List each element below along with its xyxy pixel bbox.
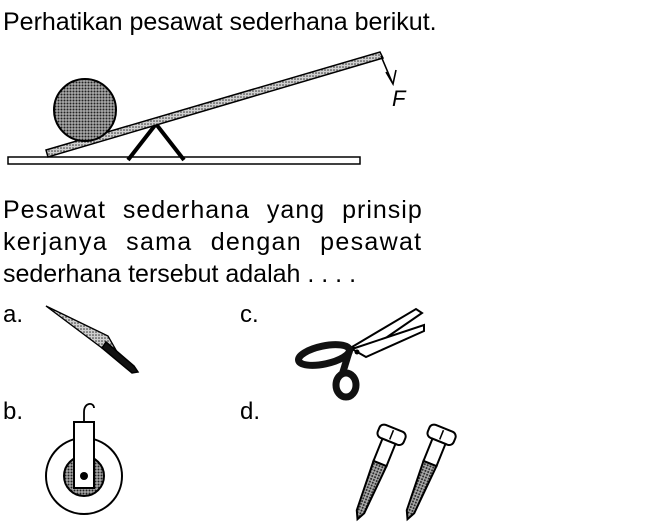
scissors-icon[interactable] [294,305,434,405]
question-stem-line-2: kerjanya sama dengan pesawat [3,228,423,256]
pulley-icon[interactable] [40,396,130,516]
lever-beam [46,52,383,157]
ground-plank [8,157,360,164]
option-c-label[interactable]: c. [240,301,259,328]
force-arrow-icon [381,56,392,82]
screw-icon[interactable] [324,418,444,528]
option-d-label[interactable]: d. [240,398,261,425]
question-stem-line-3: sederhana tersebut adalah . . . . [3,260,357,288]
knife-icon[interactable] [44,304,144,374]
load-ball-icon [54,79,116,141]
fulcrum-icon [128,124,184,160]
force-label: F [392,86,406,111]
option-a-label[interactable]: a. [3,301,24,328]
option-b-label[interactable]: b. [3,398,24,425]
question-intro: Perhatikan pesawat sederhana berikut. [3,8,437,36]
question-stem-line-1: Pesawat sederhana yang prinsip [3,196,423,224]
